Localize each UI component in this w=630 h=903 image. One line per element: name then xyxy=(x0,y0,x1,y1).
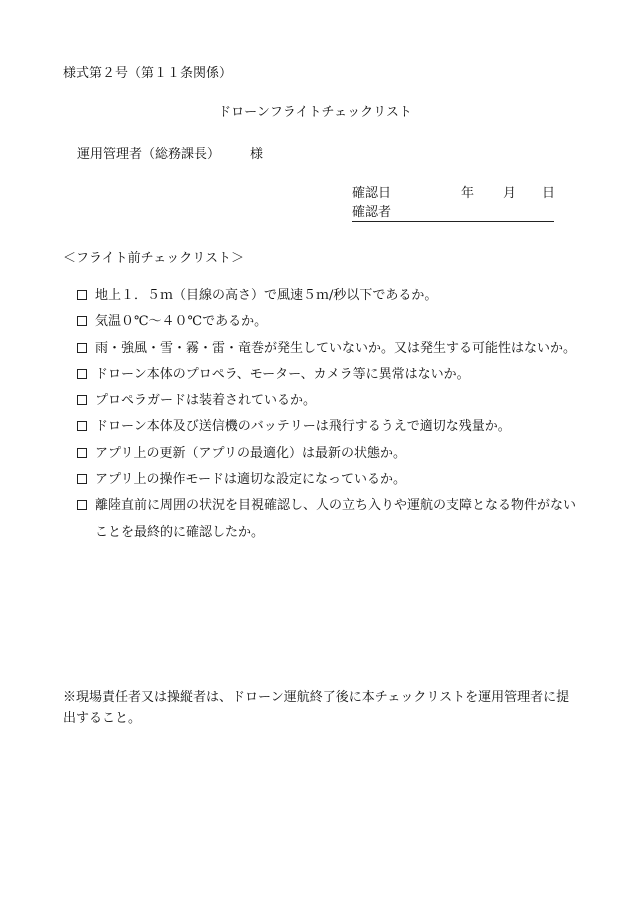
checklist-item-text: アプリ上の更新（アプリの最適化）は最新の状態か。 xyxy=(95,445,406,461)
checkbox-icon[interactable] xyxy=(77,369,87,379)
checkbox-icon[interactable] xyxy=(77,316,87,326)
checkbox-icon[interactable] xyxy=(77,421,87,431)
confirmer-signature-line xyxy=(352,221,554,222)
month-unit: 月 xyxy=(503,186,517,201)
confirmation-date xyxy=(352,185,554,202)
checkbox-icon[interactable] xyxy=(77,474,87,484)
confirmation-date-label: 確認日 xyxy=(352,186,392,201)
checkbox-icon[interactable] xyxy=(77,500,87,510)
checklist-item[interactable] xyxy=(77,362,577,388)
confirmer-label: 確認者 xyxy=(352,205,392,220)
checklist-item[interactable] xyxy=(77,414,577,440)
checklist-item-text: 気温０℃～４０℃であるか。 xyxy=(95,314,268,330)
form-number: 様式第２号（第１１条関係） xyxy=(63,66,233,81)
addressee-name: 運用管理者（総務課長） xyxy=(77,147,221,162)
pre-flight-checklist xyxy=(77,283,577,546)
checklist-item-text: 離陸直前に周囲の状況を目視確認し、人の立ち入りや運航の支障となる物件がないことを最終的に確認したか。 xyxy=(95,498,577,540)
checkbox-icon[interactable] xyxy=(77,395,87,405)
checklist-item-text: プロペラガードは装着されているか。 xyxy=(95,393,317,409)
checklist-item[interactable] xyxy=(77,388,577,414)
submission-note: ※現場責任者又は操縦者は、ドローン運航終了後に本チェックリストを運用管理者に提出すること。 xyxy=(63,690,570,726)
checklist-item[interactable] xyxy=(77,283,577,309)
checkbox-icon[interactable] xyxy=(77,448,87,458)
checklist-item-text: 地上１．５ｍ（目線の高さ）で風速５ｍ/秒以下であるか。 xyxy=(95,288,438,303)
year-unit: 年 xyxy=(461,186,475,201)
checklist-item[interactable] xyxy=(77,467,577,493)
checklist-item[interactable] xyxy=(77,493,577,546)
document-title: ドローンフライトチェックリスト xyxy=(218,105,412,120)
checklist-item-text: ドローン本体のプロペラ、モーター、カメラ等に異常はないか。 xyxy=(95,366,470,382)
checklist-item[interactable] xyxy=(77,441,577,467)
addressee-honorific: 様 xyxy=(250,147,264,162)
checklist-item-text: アプリ上の操作モードは適切な設定になっているか。 xyxy=(95,472,406,488)
checkbox-icon[interactable] xyxy=(77,343,87,353)
checklist-item[interactable] xyxy=(77,309,577,335)
section-heading: ＜フライト前チェックリスト＞ xyxy=(63,251,244,266)
day-unit: 日 xyxy=(542,186,556,201)
checklist-item-text: 雨・強風・雪・霧・雷・竜巻が発生していないか。又は発生する可能性はないか。 xyxy=(95,340,577,356)
checkbox-icon[interactable] xyxy=(77,290,87,300)
checklist-item-text: ドローン本体及び送信機のバッテリーは飛行するうえで適切な残量か。 xyxy=(95,419,511,435)
checklist-item[interactable] xyxy=(77,336,577,362)
